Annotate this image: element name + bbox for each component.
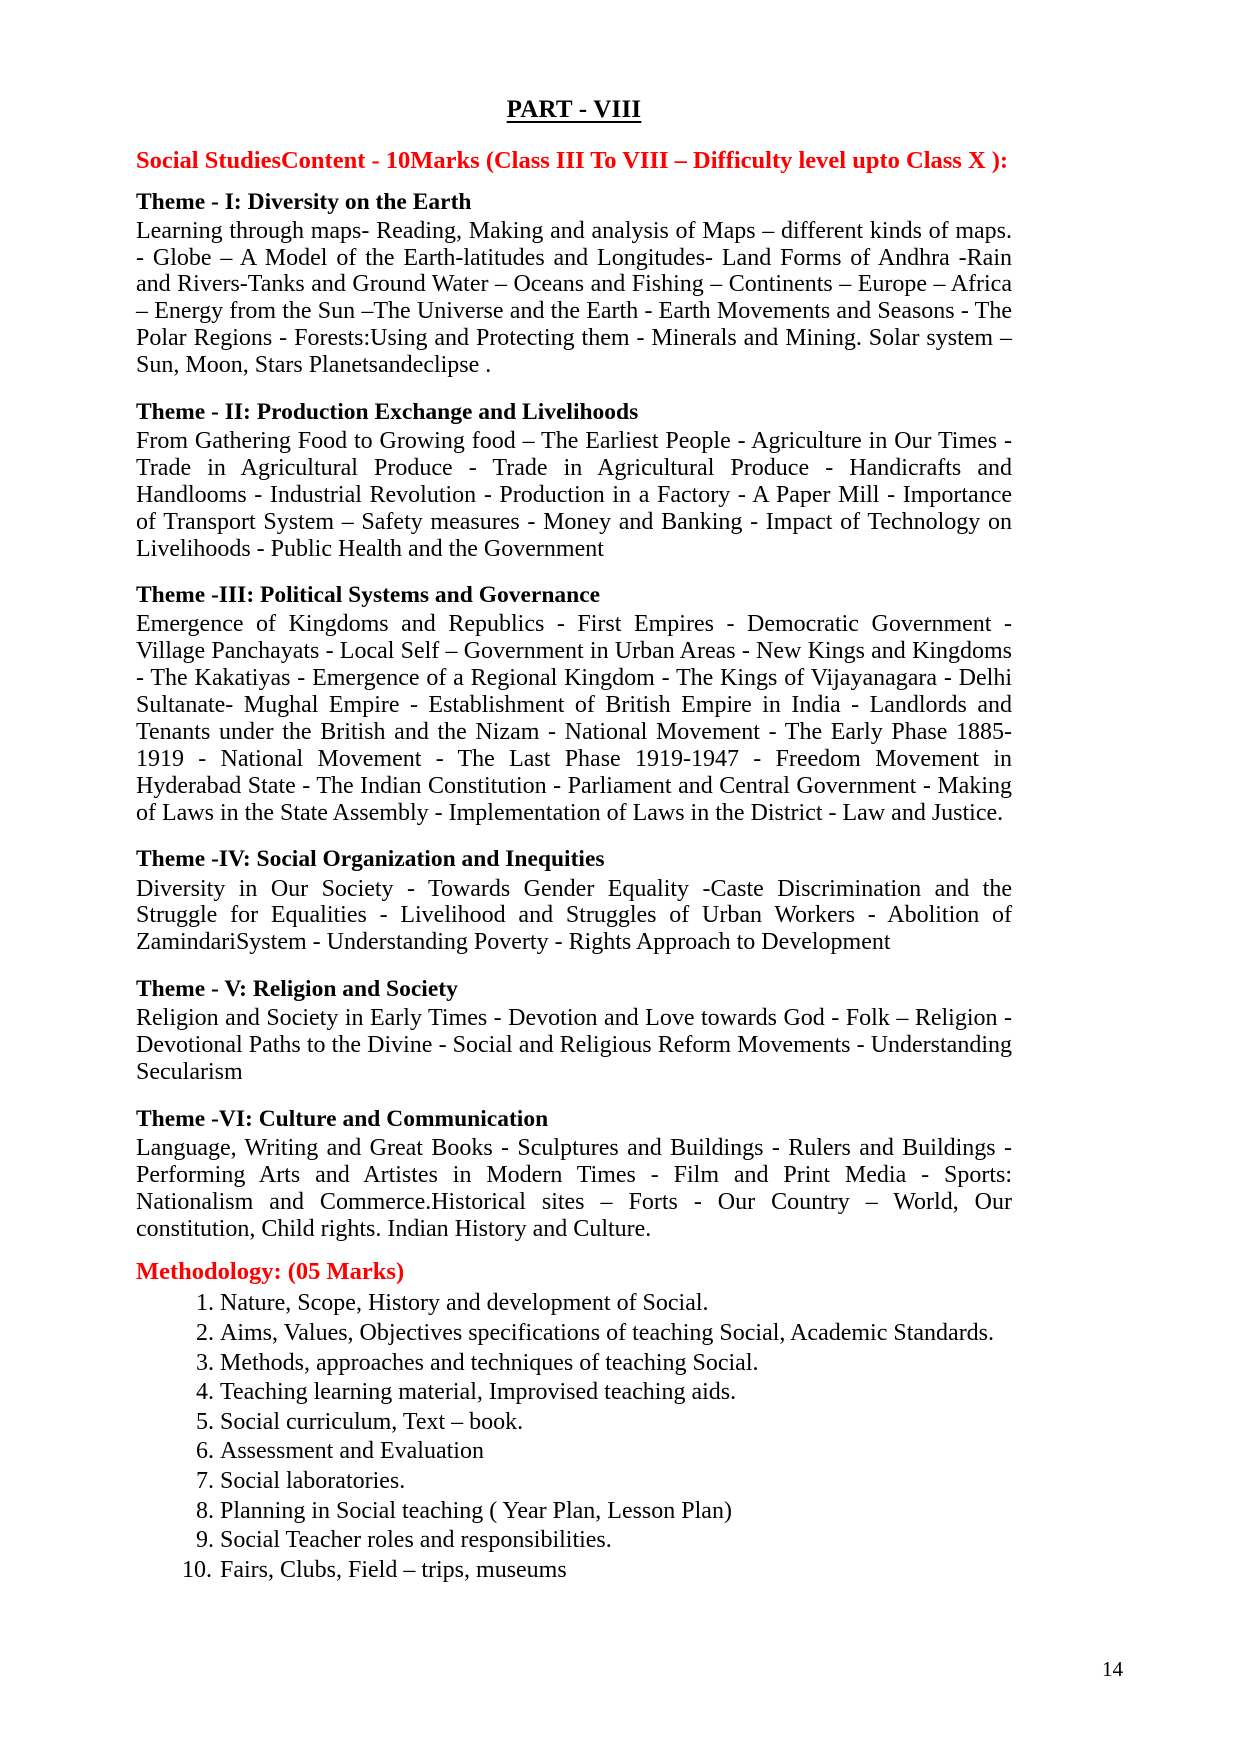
theme-body-4: Diversity in Our Society - Towards Gender Equality -Caste Discrimination and the Struggle for Equalities - Livelihood and Struggles of Urban Workers - Abolition of ZamindariSystem - Understanding Poverty - Rights Approach to Development <box>136 875 1012 956</box>
theme-section-4 <box>136 844 1012 956</box>
theme-body-3: Emergence of Kingdoms and Republics - First Empires - Democratic Government - Village Panchayats - Local Self – Government in Urban Areas - New Kings and Kingdoms - The Kakatiyas - Emergence of a Regional Kingdom - The Kings of Vijayanagara - Delhi Sultanate- Mughal Empire - Establishment of British Empire in India - Landlords and Tenants under the British and the Nizam - National Movement - The Early Phase 1885-1919 - National Movement - The Last Phase 1919-1947 - Freedom Movement in Hyderabad State - The Indian Constitution - Parliament and Central Government - Making of Laws in the State Assembly - Implementation of Laws in the District - Law and Justice. <box>136 611 1012 826</box>
page-content <box>136 96 1012 1586</box>
page-number: 14 <box>1102 1657 1123 1681</box>
part-title-text: PART - VIII <box>506 96 642 123</box>
list-item <box>182 1438 1012 1466</box>
theme-heading-5: Theme - V: Religion and Society <box>136 976 458 1003</box>
theme-body-6: Language, Writing and Great Books - Sculptures and Buildings - Rulers and Buildings - Performing Arts and Artistes in Modern Times - Film and Print Media - Sports: Nationalism and Commerce.Historical sites – Forts - Our Country – World, Our constitution, Child rights. Indian History and Culture. <box>136 1134 1012 1242</box>
theme-heading-4: Theme -IV: Social Organization and Inequities <box>136 846 605 873</box>
list-item-text: Fairs, Clubs, Field – trips, museums <box>220 1556 567 1583</box>
list-item <box>182 1498 1012 1526</box>
list-item <box>182 1557 1012 1585</box>
list-item-text: Methods, approaches and techniques of teaching Social. <box>220 1349 759 1376</box>
list-item-text: Social Teacher roles and responsibilities. <box>220 1527 612 1554</box>
theme-body-1: Learning through maps- Reading, Making and analysis of Maps – different kinds of maps. - Globe – A Model of the Earth-latitudes and Longitudes- Land Forms of Andhra -Rain and Rivers-Tanks and Ground Water – Oceans and Fishing – Continents – Europe – Africa – Energy from the Sun –The Universe and the Earth - Earth Movements and Seasons - The Polar Regions - Forests:Using and Protecting them - Minerals and Mining. Solar system –Sun, Moon, Stars Planetsandeclipse . <box>136 217 1012 379</box>
methodology-heading: Methodology: (05 Marks) <box>136 1258 405 1286</box>
theme-body-5: Religion and Society in Early Times - Devotion and Love towards God - Folk – Religion - Devotional Paths to the Divine - Social and Religious Reform Movements - Understanding Secularism <box>136 1005 1012 1086</box>
theme-heading-1: Theme - I: Diversity on the Earth <box>136 188 472 215</box>
list-item-text: Social curriculum, Text – book. <box>220 1408 524 1435</box>
theme-heading-6: Theme -VI: Culture and Communication <box>136 1105 549 1132</box>
theme-section-6 <box>136 1104 1012 1243</box>
subject-heading: Social StudiesContent - 10Marks (Class III To VIII – Difficulty level upto Class X ): <box>136 147 1009 174</box>
theme-section-1 <box>136 187 1012 379</box>
theme-section-2 <box>136 397 1012 562</box>
list-item <box>182 1379 1012 1407</box>
list-item <box>182 1468 1012 1496</box>
list-item-text: Teaching learning material, Improvised teaching aids. <box>220 1379 737 1406</box>
theme-heading-2: Theme - II: Production Exchange and Livelihoods <box>136 398 639 425</box>
list-item <box>182 1527 1012 1555</box>
list-item-text: Planning in Social teaching ( Year Plan, Lesson Plan) <box>220 1497 732 1524</box>
part-title <box>136 96 1012 124</box>
theme-section-5 <box>136 974 1012 1086</box>
list-item-text: Nature, Scope, History and development of Social. <box>220 1290 709 1317</box>
list-item <box>182 1320 1012 1348</box>
list-item <box>182 1290 1012 1318</box>
methodology-list <box>136 1290 1012 1584</box>
theme-body-2: From Gathering Food to Growing food – The Earliest People - Agriculture in Our Times - Trade in Agricultural Produce - Trade in Agricultural Produce - Handicrafts and Handlooms - Industrial Revolution - Production in a Factory - A Paper Mill - Importance of Transport System – Safety measures - Money and Banking - Impact of Technology on Livelihoods - Public Health and the Government <box>136 428 1012 562</box>
theme-section-3 <box>136 580 1012 826</box>
list-item-text: Social laboratories. <box>220 1468 406 1495</box>
list-item <box>182 1409 1012 1437</box>
list-item-text: Assessment and Evaluation <box>220 1438 484 1465</box>
theme-heading-3: Theme -III: Political Systems and Governance <box>136 582 601 609</box>
list-item-text: Aims, Values, Objectives specifications of teaching Social, Academic Standards. <box>220 1320 995 1347</box>
list-item <box>182 1350 1012 1378</box>
